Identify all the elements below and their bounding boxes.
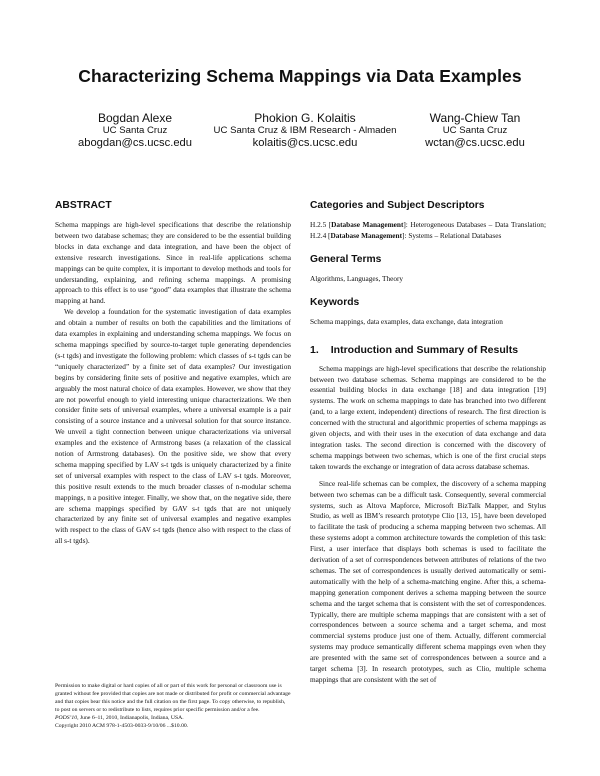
abstract-paragraph-2: We develop a foundation for the systematic investigation of data examples and obtain a number of results on both the capabilities and the limitations of data examples in explaining and understanding schema mappings. We focus on schema mappings specified by source-to-target tuple generating dependencies (s-t tgds) and investigate the following problem: which classes of s-t tgds can be “uniquely characterized” by a finite set of data examples? Our investigation begins by considering finite sets of positive and negative examples, which are arguably the most natural choice of data examples. However, we show that they are not powerful enough to yield interesting unique characterizations. We then consider finite sets of universal examples, where a universal example is a pair consisting of a source instance and a universal solution for that source instance. We unveil a tight connection between unique characterizations via universal examples and the existence of Armstrong bases (a relaxation of the classical notion of Armstrong databases). On the positive side, we show that every schema mapping specified by LAV s-t tgds is uniquely characterized by a finite set of universal examples with respect to the class of LAV s-t tgds. Moreover, this positive result extends to the much broader classes of n-modular schema mappings, n a positive integer. Finally, we show that, on the negative side, there are schema mappings specified by GAV s-t tgds that are not uniquely characterized by any finite set of universal examples and negative examples with respect to the class of GAV s-t tgds (hence also with respect to the class of all s-t tgds). — [55, 307, 291, 546]
conference-details: June 6–11, 2010, Indianapolis, Indiana, USA. — [78, 715, 184, 721]
author-1 — [70, 111, 200, 150]
category-code: H.2.5 [ — [310, 220, 332, 229]
left-column — [55, 200, 291, 547]
author-email: abogdan@cs.ucsc.edu — [78, 137, 192, 149]
intro-paragraph-2: Since real-life schemas can be complex, the discovery of a schema mapping between two schemas can be a difficult task. Consequently, several commercial systems, such as Altova Mapforce, Microsoft BizTalk Mapper, and Stylus Studio, as well as IBM’s research prototype Clio [13, 15], have been developed to facilitate the task of producing a schema mapping between two schemas. All these systems adopt a common architecture towards the completion of this task: First, a user interface that displays both schemas is used to facilitate the derivation of a set of correspondences between attributes of relations of the two schemas. The set of correspondences is usually derived automatically or semi-automatically with the help of a schema-matching engine. After this, a schema-mapping generation component derives a schema mapping between the source schema and the target schema that is consistent with the set of correspondences. Typically, there are multiple schema mappings that are consistent with a set of correspondences between a source schema and a target schema, and most commercial systems produce just one of them. Actually, different commercial systems may produce semantically different schema mappings even when they are presented with the same set of correspondences between a source and a target schema [3]. In research prototypes, such as Clio, multiple schema mappings that are consistent with the set of — [310, 478, 546, 684]
author-name: Phokion G. Kolaitis — [254, 111, 356, 125]
author-email: kolaitis@cs.ucsc.edu — [252, 137, 358, 149]
general-terms-section — [310, 254, 546, 285]
author-affiliation: UC Santa Cruz — [442, 125, 508, 136]
category-desc: ]: Heterogeneous Databases – Data Translation; H.2.4 [ — [310, 220, 546, 240]
categories-section — [310, 200, 546, 242]
keywords-text: Schema mappings, data examples, data exchange, data integration — [310, 316, 503, 326]
paper-title: Characterizing Schema Mappings via Data Examples — [78, 66, 522, 86]
keywords-section — [310, 297, 546, 328]
conference-name: PODS’10, — [55, 715, 79, 721]
author-email: wctan@cs.ucsc.edu — [425, 137, 525, 149]
general-terms-heading: General Terms — [310, 253, 382, 265]
permission-text: Permission to make digital or hard copies of all or part of this work for personal or classroom use is granted without fee provided that copies are not made or distributed for profit or commercial advantage and that copies bear this notice and the full citation on the first page. To copy otherwise, to republish, to post on servers or to redistribute to lists, requires prior specific permission and/or a fee. — [55, 683, 291, 713]
author-3 — [410, 111, 540, 150]
author-affiliation: UC Santa Cruz & IBM Research - Almaden — [213, 125, 397, 136]
categories-text — [310, 220, 546, 242]
intro-paragraph-1: Schema mappings are high-level specifications that describe the relationship between two database schemas. Schema mappings are considered to be the essential building blocks in data exchange [18] and data integration [19] systems. The work on schema mappings to date has branched into two different (and, to a large extent, independent) directions of research. The first direction is concerned with the structural and algorithmic properties of schema mappings as given objects, and with their uses in the execution of data exchange and data integration tasks. The second direction is concerned with the discovery of schema mappings between two schemas, which is one of the first crucial steps taken towards the exchange or integration of data across database schemas. — [310, 363, 546, 471]
category-desc: ]: Systems – Relational Databases — [402, 230, 502, 240]
abstract-heading: ABSTRACT — [55, 200, 112, 211]
intro-heading — [310, 344, 546, 356]
category-name: Database Management — [331, 220, 404, 229]
author-name: Wang-Chiew Tan — [429, 111, 521, 125]
author-affiliation: UC Santa Cruz — [102, 125, 168, 136]
general-terms-text: Algorithms, Languages, Theory — [310, 273, 404, 283]
category-name: Database Management — [330, 230, 403, 240]
author-2 — [200, 111, 410, 150]
conference-line — [55, 714, 291, 722]
section-number: 1. — [310, 343, 319, 356]
section-title: Introduction and Summary of Results — [330, 343, 519, 356]
abstract-paragraph-1: Schema mappings are high-level specifications that describe the relationship between two database schemas; they are considered to be the essential building blocks in data exchange and data integration, and have been the object of extensive research investigations. Since in real-life applications schema mappings can be quite complex, it is important to develop methods and tools for understanding, explaining, and refining schema mappings. A promising approach to this effect is to use “good” data examples that illustrate the schema mapping at hand. — [55, 220, 291, 306]
keywords-heading: Keywords — [310, 296, 360, 308]
author-name: Bogdan Alexe — [97, 111, 173, 125]
copyright-line: Copyright 2010 ACM 978-1-4503-0033-9/10/06 ...$10.00. — [55, 723, 189, 729]
permission-notice — [55, 682, 291, 730]
right-column — [310, 200, 546, 686]
categories-heading: Categories and Subject Descriptors — [310, 200, 485, 211]
